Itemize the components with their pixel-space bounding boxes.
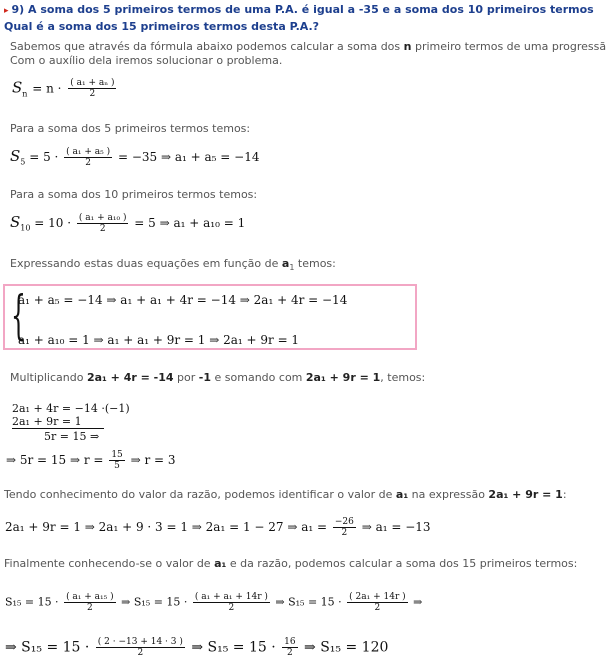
label-express: [10, 257, 336, 275]
equation-part: = 5 ⇒ a₁ + a₁₀ = 1: [134, 216, 246, 230]
equation-fraction: [77, 213, 129, 234]
label-bold: a: [281, 257, 290, 270]
label-part: na expressão: [408, 488, 489, 501]
equation-subscript: 10: [20, 223, 31, 233]
equation-fraction: [347, 592, 407, 613]
equation-fraction: [64, 147, 112, 168]
fraction-numerator: ( a₁ + a₁₀ ): [78, 213, 127, 223]
equation-part: = 5 ·: [29, 150, 59, 164]
equation-part: ⇒ S₁₅ = 15 ·: [191, 639, 276, 656]
formula-symbol: S: [12, 78, 23, 97]
fraction-denominator: 5: [109, 460, 124, 471]
fraction-numerator: 16: [284, 637, 296, 647]
label-part: temos:: [294, 257, 336, 270]
intro-line-2: Com o auxílio dela iremos solucionar o problema.: [10, 54, 283, 67]
intro-text-part: primeiro termos de uma progressã: [411, 40, 606, 53]
label-part: , temos:: [380, 371, 426, 384]
system-equation-1: a₁ + a₅ = −14 ⇒ a₁ + a₁ + 4r = −14 ⇒ 2a₁ + 4r = −14: [18, 293, 348, 307]
equation-symbol: S: [10, 147, 21, 165]
equation-part: ⇒ 5r = 15 ⇒ r =: [6, 453, 104, 467]
formula-part: = n ·: [32, 81, 62, 96]
fraction-numerator: ( a₁ + aₙ ): [70, 78, 115, 88]
equation-part: ⇒ S₁₅ = 15 ·: [121, 595, 188, 609]
question-line-1: 9) A soma dos 5 primeiros termos de uma P.A. é igual a -35 e a soma dos 10 primeiros termos: [11, 3, 594, 16]
fraction-denominator: 2: [333, 527, 356, 538]
equation-fraction: [109, 450, 124, 471]
equation-part: S₁₅ = 15 ·: [5, 595, 59, 609]
left-brace-icon: {: [11, 286, 26, 346]
fraction-numerator: ( a₁ + a₁₅ ): [66, 592, 114, 602]
label-part: e somando com: [211, 371, 306, 384]
intro-n: n: [403, 40, 412, 53]
question-line-2: Qual é a soma dos 15 primeiros termos desta P.A.?: [4, 20, 320, 33]
label-subscript: 1: [289, 263, 295, 273]
fraction-numerator: −26: [334, 517, 354, 527]
fraction-denominator: 2: [77, 223, 129, 234]
equation-part: ⇒: [413, 595, 423, 609]
label-part: Multiplicando: [10, 371, 87, 384]
intro-text: [10, 40, 606, 68]
equation-sum5: [10, 147, 259, 168]
elimination-row-1: 2a₁ + 4r = −14 ·(−1): [12, 402, 130, 415]
label-bold: 2a₁ + 9r = 1: [488, 488, 563, 501]
equation-sum10: [10, 213, 245, 234]
label-bold: a₁: [395, 488, 409, 501]
equation-part: 2a₁ + 9r = 1 ⇒ 2a₁ + 9 · 3 = 1 ⇒ 2a₁ = 1 − 27 ⇒ a₁ =: [5, 520, 328, 534]
label-sum10: Para a soma dos 10 primeiros termos temos:: [10, 188, 258, 201]
formula-fraction: [68, 78, 116, 99]
label-bold: -1: [198, 371, 212, 384]
elimination-row-2: 2a₁ + 9r = 1: [12, 415, 104, 429]
equation-fraction: [193, 592, 270, 613]
equation-symbol: S: [10, 213, 21, 231]
fraction-denominator: 2: [96, 647, 185, 658]
elimination-row-4: [6, 450, 176, 471]
label-multiply: [10, 371, 425, 385]
fraction-numerator: ( 2 · −13 + 14 · 3 ): [97, 637, 183, 647]
label-part: e da razão, podemos calcular a soma dos 15 primeiros termos:: [226, 557, 578, 570]
fraction-denominator: 2: [282, 647, 297, 658]
equation-part: = 10 ·: [34, 216, 72, 230]
label-part: Finalmente conhecendo-se o valor de: [4, 557, 215, 570]
fraction-numerator: ( a₁ + a₁ + 14r ): [194, 592, 268, 602]
bullet-arrow-icon: ▸: [4, 6, 9, 16]
intro-text-part: Sabemos que através da fórmula abaixo podemos calcular a soma dos: [10, 40, 404, 53]
equation-part: ⇒ r = 3: [130, 453, 176, 467]
equation-a1: [5, 517, 431, 538]
formula-subscript: n: [22, 89, 28, 99]
fraction-numerator: 15: [111, 450, 123, 460]
label-part: Tendo conhecimento do valor da razão, podemos identificar o valor de: [4, 488, 396, 501]
equation-fraction: [282, 637, 297, 658]
equation-fraction: [64, 592, 116, 613]
label-part: por: [173, 371, 199, 384]
equation-fraction: [333, 517, 356, 538]
fraction-denominator: 2: [347, 602, 407, 613]
equation-part: ⇒ a₁ = −13: [361, 520, 431, 534]
fraction-denominator: 2: [64, 157, 112, 168]
equation-part: ⇒ S₁₅ = 15 ·: [275, 595, 342, 609]
equation-fraction: [96, 637, 185, 658]
equation-subscript: 5: [20, 157, 26, 167]
label-final: [4, 557, 577, 571]
fraction-numerator: ( a₁ + a₅ ): [66, 147, 111, 157]
label-bold: 2a₁ + 9r = 1: [305, 371, 381, 384]
question-title: [4, 2, 594, 34]
fraction-denominator: 2: [64, 602, 116, 613]
equation-part: ⇒ S₁₅ = 15 ·: [5, 639, 90, 656]
system-equation-2: a₁ + a₁₀ = 1 ⇒ a₁ + a₁ + 9r = 1 ⇒ 2a₁ + 9r = 1: [18, 333, 300, 347]
label-bold: 2a₁ + 4r = -14: [86, 371, 174, 384]
equation-s15-line-2: [5, 637, 388, 658]
label-part: Expressando estas duas equações em função de: [10, 257, 282, 270]
label-ratio: [4, 488, 567, 502]
label-sum5: Para a soma dos 5 primeiros termos temos:: [10, 122, 251, 135]
equation-part: ⇒ S₁₅ = 120: [304, 639, 389, 656]
fraction-denominator: 2: [68, 88, 116, 99]
equation-s15-line-1: [5, 592, 422, 613]
elimination-row-3: 5r = 15 ⇒: [44, 430, 100, 443]
fraction-denominator: 2: [193, 602, 270, 613]
equation-part: = −35 ⇒ a₁ + a₅ = −14: [117, 150, 260, 164]
label-bold: a₁: [214, 557, 227, 570]
fraction-numerator: ( 2a₁ + 14r ): [349, 592, 406, 602]
formula-general: [12, 78, 118, 99]
label-part: :: [562, 488, 567, 501]
